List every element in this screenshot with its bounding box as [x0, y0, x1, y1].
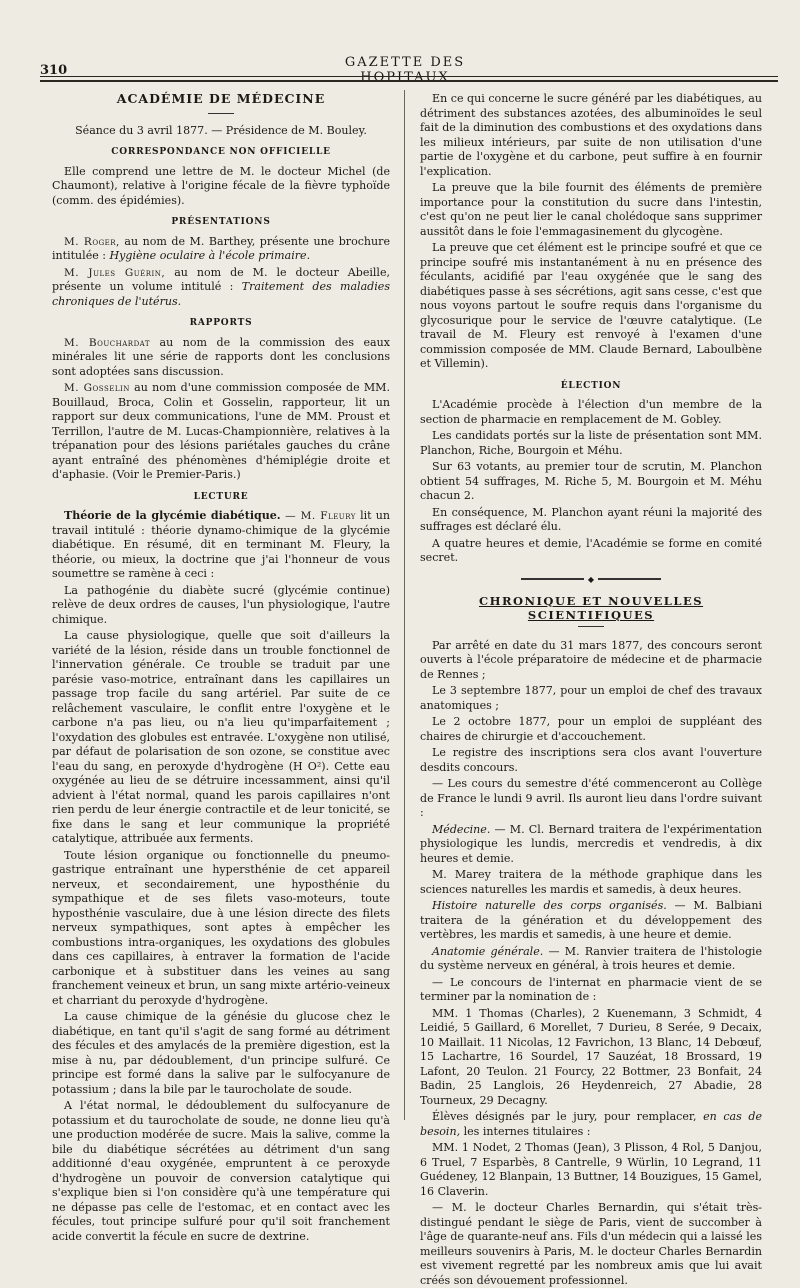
paragraph — [420, 823, 762, 867]
ornament-icon: ◆ — [584, 575, 598, 584]
paragraph: La preuve que la bile fournit des éléments de première importance pour la constitution du sucre dans l'intestin, c'est qu'on ne peut lier le canal cholédoque sans supprimer aussitôt dans le foie l'emmagasinement du glycogène. — [420, 181, 762, 238]
paragraph-text: Élèves désignés par le jury, pour remplacer, — [432, 1110, 704, 1123]
paragraph: M. Marey traitera de la méthode graphique dans les sciences naturelles les mardis et samedis, à deux heures. — [420, 868, 762, 896]
paragraph-text: au nom d'une commission composée de MM. Bouillaud, Broca, Colin et Gosselin, rapporteur, lit un rapport sur deux communications, l'une de MM. Proust et Terrillon, l'autre de M. Lucas-Championnière, relatives à la trépanation pour des lésions pariétales gauches du crâne ayant entraîné des phénomènes d'hémiplégie droite et d'aphasie. (Voir le Premier-Paris.) — [52, 381, 390, 481]
subheading-election: ÉLECTION — [560, 380, 622, 391]
left-column — [52, 91, 390, 1243]
heading-rule — [578, 626, 604, 627]
paragraph — [52, 509, 390, 582]
course-title: Médecine. — [432, 822, 491, 836]
course-title: Anatomie générale. — [432, 944, 544, 958]
paragraph: — Le concours de l'internat en pharmacie vient de se terminer par la nomination de : — [420, 975, 762, 1003]
paragraph — [420, 1110, 762, 1139]
emphasis-text: en cas de besoin, — [420, 1110, 762, 1138]
subheading-presentations: PRÉSENTATIONS — [171, 217, 271, 227]
work-title: Traitement des maladies chroniques de l'utérus. — [52, 280, 390, 308]
subheading-lecture: LECTURE — [193, 491, 249, 502]
paragraph — [420, 945, 762, 974]
paragraph-text: — M. Balbiani traitera de la génération et du développement des vertèbres, les mardis et samedis, à une heure et demie. — [420, 899, 762, 941]
subheading-correspondance: CORRESPONDANCE NON OFFICIELLE — [111, 147, 331, 157]
paragraph: Par arrêté en date du 31 mars 1877, des concours seront ouverts à l'école préparatoire de médecine et de pharmacie de Rennes ; — [420, 638, 762, 681]
journal-title: GAZETTE DES HOPITAUX — [344, 55, 466, 85]
paragraph: Elle comprend une lettre de M. le docteur Michel (de Chaumont), relative à l'origine fécale de la fièvre typhoïde (comm. des épidémies). — [52, 164, 390, 207]
section-heading-chronique: CHRONIQUE ET NOUVELLES SCIENTIFIQUES — [478, 593, 704, 622]
speaker-name: M. Jules Guérin, — [64, 266, 166, 279]
paragraph: — M. le docteur Charles Bernardin, qui s'était très-distingué pendant le siège de Paris, vient de succomber à l'âge de quarante-neuf ans. Fils d'un médecin qui a laissé les meilleurs souvenirs à Paris, M. le docteur Charles Bernardin est vivement regretté par les nombreux amis que lui avait créés son dévouement professionnel. — [420, 1201, 762, 1287]
header-rule — [40, 76, 778, 77]
paragraph-text: au nom de M. le docteur Abeille, présente un volume intitulé : — [52, 265, 390, 293]
speaker-name: M. Gosselin — [64, 382, 130, 394]
page-number: 310 — [40, 63, 68, 78]
paragraph-text: au nom de la commission des eaux minérales lit une série de rapports dont les conclusions sont adoptées sans discussion. — [52, 335, 390, 378]
paragraph — [52, 266, 390, 310]
seance-line: Séance du 3 avril 1877. — Présidence de M. Bouley. — [75, 123, 367, 137]
paragraph — [52, 336, 390, 380]
paragraph — [420, 899, 762, 943]
paragraph-text: — M. Cl. Bernard traitera de l'expérimentation physiologique les lundis, mercredis et vendredis, à dix heures et demie. — [420, 822, 762, 865]
section-heading-academie: ACADÉMIE DE MÉDECINE — [116, 91, 326, 106]
header-rule-thick — [40, 80, 778, 82]
paragraph-text: lit un travail intitulé : théorie dynamo-chimique de la glycémie diabétique. En résumé, dit en terminant M. Fleury, la théorie, ou mieux, la doctrine que j'ai l'honneur de vous soumettre se ramène à ceci : — [52, 509, 390, 580]
paragraph-text: les internes titulaires : — [460, 1124, 591, 1138]
paragraph: En conséquence, M. Planchon ayant réuni la majorité des suffrages est déclaré élu. — [420, 505, 762, 533]
course-title: Histoire naturelle des corps organisés. — [432, 899, 667, 912]
paragraph: Les candidats portés sur la liste de présentation sont MM. Planchon, Riche, Bourgoin et Méhu. — [420, 429, 762, 457]
article-title: Théorie de la glycémie diabétique. — [64, 509, 281, 522]
speaker-name: M. Bouchardat — [64, 336, 151, 349]
paragraph: En ce qui concerne le sucre généré par les diabétiques, au détriment des substances azotées, des albuminoïdes le seul fait de la diminution des combustions et des oxydations dans les milieux intérieurs, par suite de non utilisation d'une partie de l'oxygène et du carbone, peut suffire à en fournir l'explication. — [420, 92, 762, 178]
paragraph: MM. 1 Nodet, 2 Thomas (Jean), 3 Plisson, 4 Rol, 5 Danjou, 6 Truel, 7 Esparbès, 8 Cantrelle, 9 Würlin, 10 Legrand, 11 Guédeney, 12 Blanpain, 13 Buttner, 14 Bouzigues, 15 Gamel, 16 Claverin. — [420, 1141, 762, 1198]
paragraph-text: au nom de M. Barthey, présente une brochure intitulée : — [52, 234, 390, 262]
section-separator — [521, 574, 661, 584]
speaker-name: M. Roger, — [64, 235, 120, 248]
paragraph: Le 3 septembre 1877, pour un emploi de chef des travaux anatomiques ; — [420, 684, 762, 712]
speaker-name: — M. Fleury — [280, 510, 356, 522]
paragraph: La preuve que cet élément est le principe soufré et que ce principe soufré mis instantanément à nu en présence des féculants, acidifié par l'eau oxygénée que le sang des diabétiques passe à ses sécrétions, agit sans cesse, c'est que nous voyons partout le soufre requis dans l'organisme du glycosurique pour le service de l'œuvre catalytique. (Le travail de M. Fleury est renvoyé à l'examen d'une commission composée de MM. Claude Bernard, Laboulbène et Villemin). — [420, 241, 762, 370]
paragraph — [52, 235, 390, 264]
paragraph: La cause chimique de la génésie du glucose chez le diabétique, en tant qu'il s'agit de sang formé au détriment des fécules et des amylacés de la première digestion, est la mise à nu, par dédoublement, d'un principe sulfuré. Ce principe est formé dans la salive par le sulfocyanure de potassium ; dans la bile par le taurocholate de soude. — [52, 1010, 390, 1096]
paragraph: La pathogénie du diabète sucré (glycémie continue) relève de deux ordres de causes, l'un physiologique, l'autre chimique. — [52, 583, 390, 626]
paragraph — [52, 381, 390, 483]
paragraph: L'Académie procède à l'élection d'un membre de la section de pharmacie en remplacement de M. Gobley. — [420, 398, 762, 426]
paragraph: Sur 63 votants, au premier tour de scrutin, M. Planchon obtient 54 suffrages, M. Riche 5, M. Bourgoin et M. Méhu chacun 2. — [420, 460, 762, 502]
heading-rule — [208, 113, 234, 114]
subheading-rapports: RAPPORTS — [189, 318, 253, 328]
paragraph: A l'état normal, le dédoublement du sulfocyanure de potassium et du taurocholate de soude, ne donne lieu qu'à une production modérée de sucre. Mais la salive, comme la bile du diabétique sécrétées au détriment d'un sang additionné d'eau oxygénée, empruntent à ce peroxyde d'hydrogène un pouvoir de conversion catalytique qui s'explique bien si l'on considère qu'à une température qui ne dépasse pas celle de l'estomac, et en contact avec les fécules, tout principe sulfuré pour qu'il soit franchement acide convertit la fécule en sucre de dextrine. — [52, 1099, 390, 1243]
column-divider — [404, 90, 405, 1120]
paragraph: — Les cours du semestre d'été commenceront au Collège de France le lundi 9 avril. Ils auront lieu dans l'ordre suivant : — [420, 777, 762, 819]
paragraph: Toute lésion organique ou fonctionnelle du pneumo-gastrique entraînant une hypersthénie de cet appareil nerveux, et secondairement, une hyposthénie du sympathique et de ses filets vaso-moteurs, toute hyposthénie vasculaire, due à une lésion directe des filets nerveux sympathiques, sont aptes à empêcher les combustions intra-organiques, les oxydations des globules dans ces capillaires, à entraver la formation de l'acide carbonique et à substituer dans les veines au sang franchement veineux et brun, un sang mixte artério-veineux et charriant du peroxyde d'hydrogène. — [52, 848, 390, 1007]
paragraph: Le 2 octobre 1877, pour un emploi de suppléant des chaires de chirurgie et d'accouchement. — [420, 715, 762, 743]
paragraph: MM. 1 Thomas (Charles), 2 Kuenemann, 3 Schmidt, 4 Leidié, 5 Gaillard, 6 Morellet, 7 Durieu, 8 Serée, 9 Decaix, 10 Maillait. 11 Nicolas, 12 Favrichon, 13 Blanc, 14 Debœuf, 15 Lachartre, 16 Sourdel, 17 Sauzéat, 18 Brossard, 19 Lafont, 20 Teulon. 21 Fourcy, 22 Bottmer, 23 Bonfait, 24 Badin, 25 Langlois, 26 Heydenreich, 27 Abadie, 28 Tourneux, 29 Decagny. — [420, 1006, 762, 1107]
right-column — [420, 92, 762, 1287]
paragraph: A quatre heures et demie, l'Académie se forme en comité secret. — [420, 536, 762, 564]
paragraph: Le registre des inscriptions sera clos avant l'ouverture desdits concours. — [420, 746, 762, 774]
work-title: Hygiène oculaire à l'école primaire. — [109, 249, 311, 262]
paragraph-text: — M. Ranvier traitera de l'histologie du système nerveux en général, à trois heures et demie. — [420, 944, 762, 972]
paragraph: La cause physiologique, quelle que soit d'ailleurs la variété de la lésion, réside dans un trouble fonctionnel de l'innervation générale. Ce trouble se traduit par une parésie vaso-motrice, entraînant dans les capillaires un passage trop facile du sang artériel. Par suite de ce relâchement vasculaire, le conflit entre l'oxygène et le carbone n'a pas lieu, ou n'a lieu qu'imparfaitement ; l'oxydation des globules est entravée. L'oxygène non utilisé, par défaut de polarisation de son ozone, se constitue avec l'eau du sang, en peroxyde d'hydrogène (H O²). Cette eau oxygénée au lieu de se détruire incessamment, ainsi qu'il advient à l'état normal, quand les parois capillaires n'ont rien perdu de leur énergie contractile et de leur tonicité, se fixe dans le sang et leur communique la propriété catalytique, attribuée aux ferments. — [52, 629, 390, 845]
